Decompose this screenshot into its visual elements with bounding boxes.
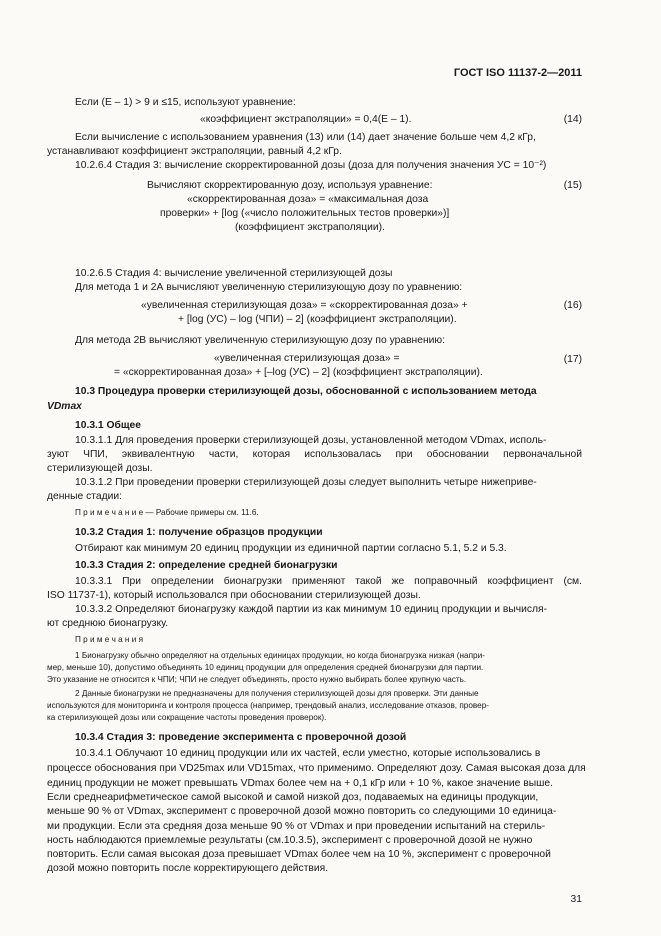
subsection-title: 10.3.1 Общее: [75, 420, 141, 431]
subsection-title: 10.3.2 Стадия 1: получение образцов продукции: [75, 527, 323, 538]
equation-number: (16): [563, 300, 582, 311]
text-line: Для метода 2В вычисляют увеличенную стерилизующую дозу по уравнению:: [75, 335, 445, 346]
notes-title: П р и м е ч а н и я: [75, 635, 144, 644]
text-line: стерилизующей дозы.: [47, 463, 153, 474]
subsection-title: 10.3.4 Стадия 3: проведение эксперимента с проверочной дозой: [75, 732, 407, 743]
equation: + [log (УС) – log (ЧПИ) – 2] (коэффициент экстраполяции).: [178, 314, 457, 325]
note: 2 Данные бионагрузки не предназначены для получения стерилизующей дозы для проверки. Эти данные: [75, 689, 479, 698]
equation: «скорректированная доза» = «максимальная доза: [187, 194, 429, 205]
note: ка стерилизующей дозы или сокращение частоты проведения проверок).: [47, 713, 327, 722]
text-line: 10.3.3.1 При определении бионагрузки применяют такой же поправочный коэффициент (см.: [75, 576, 582, 587]
text-line: Если вычисление с использованием уравнения (13) или (14) дает значение больше чем 4,2 кГр,: [75, 132, 536, 143]
text-line: Если среднеарифметическое самой высокой и самой низкой доз, подаваемых на единицы продукции,: [47, 792, 539, 803]
equation: «увеличенная стерилизующая доза» = «скорректированная доза» +: [141, 300, 468, 311]
section-title-continued: VDmax: [47, 401, 82, 412]
equation: «увеличенная стерилизующая доза» =: [214, 353, 400, 364]
text-line: зуют ЧПИ, эквивалентную части, которая использовалась при обосновании первоначальной: [47, 449, 582, 460]
text-line: 10.3.1.1 Для проведения проверки стерилизующей дозы, установленной методом VDmax, исполь-: [75, 435, 547, 446]
subsection-title: 10.3.3 Стадия 2: определение средней бионагрузки: [75, 560, 338, 571]
text-line: дозой можно повторить после корректирующего действия.: [47, 863, 329, 874]
note: используются для мониторинга и контроля процесса (например, трендовый анализ, исследование отказов, провер-: [47, 701, 489, 710]
text-line: Если (E – 1) > 9 и ≤15, используют уравнение:: [75, 97, 296, 108]
text-line: процессе обоснования при VD25max или VD15max, что применимо. Определяют дозу. Самая высокая доза для: [47, 763, 586, 774]
text-line: единиц продукции не может превышать VDmax более чем на + 0,1 кГр или + 10 %, какое значение выше.: [47, 778, 553, 789]
section-title: 10.3 Процедура проверки стерилизующей дозы, обоснованной с использованием метода: [75, 386, 537, 397]
equation-number: (15): [563, 180, 582, 191]
note: П р и м е ч а н и е — Рабочие примеры см. 11.6.: [75, 508, 259, 517]
note: 1 Бионагрузку обычно определяют на отдельных единицах продукции, но когда бионагрузка низкая (напри-: [75, 651, 485, 660]
note: мер, меньше 10), допустимо объединять 10 единиц продукции для определения средней бионагрузки для партии.: [47, 663, 484, 672]
page-header: ГОСТ ISO 11137-2—2011: [453, 67, 582, 79]
page-number: 31: [570, 894, 582, 905]
subsection-title: 10.2.6.5 Стадия 4: вычисление увеличенной стерилизующей дозы: [75, 268, 393, 279]
equation: Вычисляют скорректированную дозу, используя уравнение:: [147, 180, 433, 191]
text-line: ми продукции. Если эта средняя доза меньше 90 % от VDmax и при проведении испытаний на стериль-: [47, 821, 546, 832]
equation: проверки» + [log («число положительных тестов проверки»)]: [160, 208, 450, 219]
text-line: ность наблюдаются приемлемые результаты (см.10.3.5), эксперимент с проверочной дозой не нужно: [47, 835, 533, 846]
text-line: 10.3.1.2 При проведении проверки стерилизующей дозы следует выполнить четыре нижеприве-: [75, 477, 537, 488]
equation-number: (14): [563, 114, 582, 125]
equation: = «скорректированная доза» + [–log (УС) – 2] (коэффициент экстраполяции).: [114, 367, 483, 378]
text-line: повторить. Если самая высокая доза превышает VDmax более чем на 10 %, эксперимент с проверочной: [47, 849, 551, 860]
subsection-title: 10.2.6.4 Стадия 3: вычисление скорректированной дозы (доза для получения значения УС = 10⁻²): [75, 160, 547, 171]
text-line: ют среднюю бионагрузку.: [47, 618, 169, 629]
text-line: 10.3.3.2 Определяют бионагрузку каждой партии из как минимум 10 единиц продукции и вычисля-: [75, 604, 548, 615]
equation-number: (17): [563, 354, 582, 365]
equation: (коэффициент экстраполяции).: [235, 222, 385, 233]
text-line: 10.3.4.1 Облучают 10 единиц продукции или их частей, если уместно, которые использовались в: [75, 748, 541, 759]
text-line: устанавливают коэффициент экстраполяции, равный 4,2 кГр.: [47, 146, 342, 157]
text-line: Отбирают как минимум 20 единиц продукции из единичной партии согласно 5.1, 5.2 и 5.3.: [75, 543, 507, 554]
text-line: денные стадии:: [47, 491, 122, 502]
equation: «коэффициент экстраполяции» = 0,4(E – 1).: [200, 114, 412, 125]
note: Это указание не относится к ЧПИ; ЧПИ не следует объединять, просто нужно выбирать более крупную часть.: [47, 675, 467, 684]
text-line: ISO 11737-1), который использовался при обосновании стерилизующей дозы.: [47, 590, 421, 601]
text-line: Для метода 1 и 2А вычисляют увеличенную стерилизующую дозу по уравнению:: [75, 282, 463, 293]
text-line: меньше 90 % от VDmax, эксперимент с проверочной дозой можно повторить со следующими 10 единица-: [47, 806, 557, 817]
